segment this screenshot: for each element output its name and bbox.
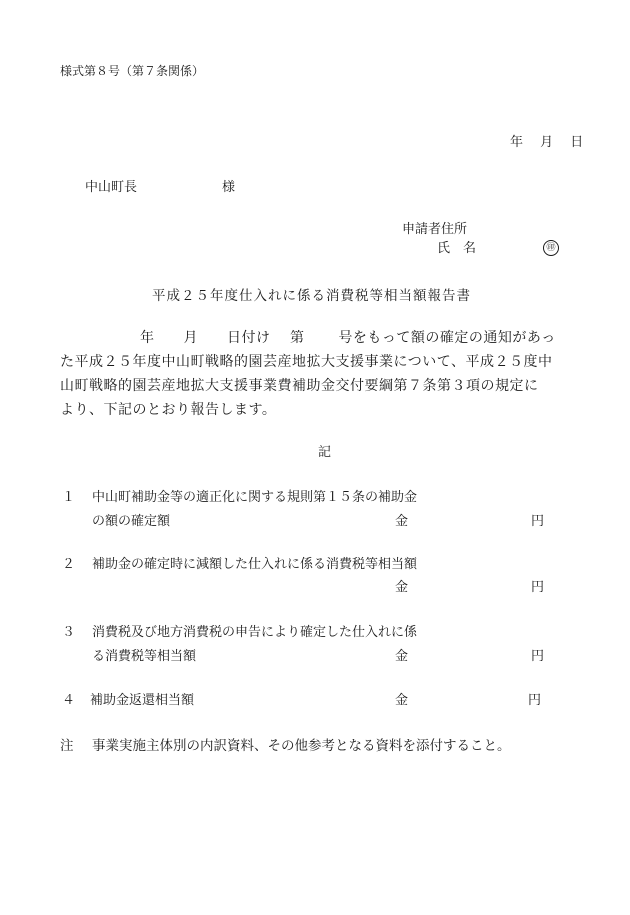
seal-mark: ㊞ — [543, 240, 559, 256]
item-text: 中山町補助金等の適正化に関する規則第１５条の補助金 — [92, 490, 418, 505]
item-text-continued: る消費税等相当額 — [92, 649, 197, 664]
item-yen-label: 円 — [531, 649, 545, 664]
item-text: 補助金の確定時に減額した仕入れに係る消費税等相当額 — [92, 557, 418, 572]
item-text-continued: の額の確定額 — [92, 514, 171, 529]
item-number: ２ — [62, 557, 76, 572]
body-line-3: 山町戦略的園芸産地拡大支援事業費補助金交付要綱第７条第３項の規定に — [60, 378, 539, 394]
item-yen-label: 円 — [528, 693, 542, 708]
item-kin-label: 金 — [395, 649, 409, 664]
addressee-honorific: 様 — [222, 180, 236, 195]
item-kin-label: 金 — [395, 693, 409, 708]
item-kin-label: 金 — [395, 514, 409, 529]
item-yen-label: 円 — [531, 580, 545, 595]
item-number: ３ — [62, 625, 76, 640]
document-title: 平成２５年度仕入れに係る消費税等相当額報告書 — [152, 288, 471, 304]
date-line: 年 月 日 — [510, 135, 584, 150]
body-line-4: より、下記のとおり報告します。 — [60, 402, 277, 418]
applicant-name-label: 氏 名 — [437, 241, 477, 256]
ki-heading: 記 — [318, 445, 332, 460]
applicant-address-label: 申請者住所 — [402, 222, 468, 237]
body-line-2: た平成２５年度中山町戦略的園芸産地拡大支援事業について、平成２５度中 — [60, 354, 553, 370]
item-number: ４ — [62, 693, 76, 708]
form-number-label: 様式第８号（第７条関係） — [60, 64, 205, 78]
item-kin-label: 金 — [395, 580, 409, 595]
note-label: 注 — [60, 738, 74, 754]
item-yen-label: 円 — [531, 514, 545, 529]
addressee-name: 中山町長 — [85, 180, 138, 195]
item-text: 消費税及び地方消費税の申告により確定した仕入れに係 — [92, 625, 418, 640]
item-number: １ — [62, 490, 76, 505]
item-text: 補助金返還相当額 — [90, 693, 195, 708]
note-text: 事業実施主体別の内訳資料、その他参考となる資料を添付すること。 — [92, 738, 511, 754]
body-line-1: 年 月 日付け 第 号をもって額の確定の通知があっ — [140, 330, 556, 346]
